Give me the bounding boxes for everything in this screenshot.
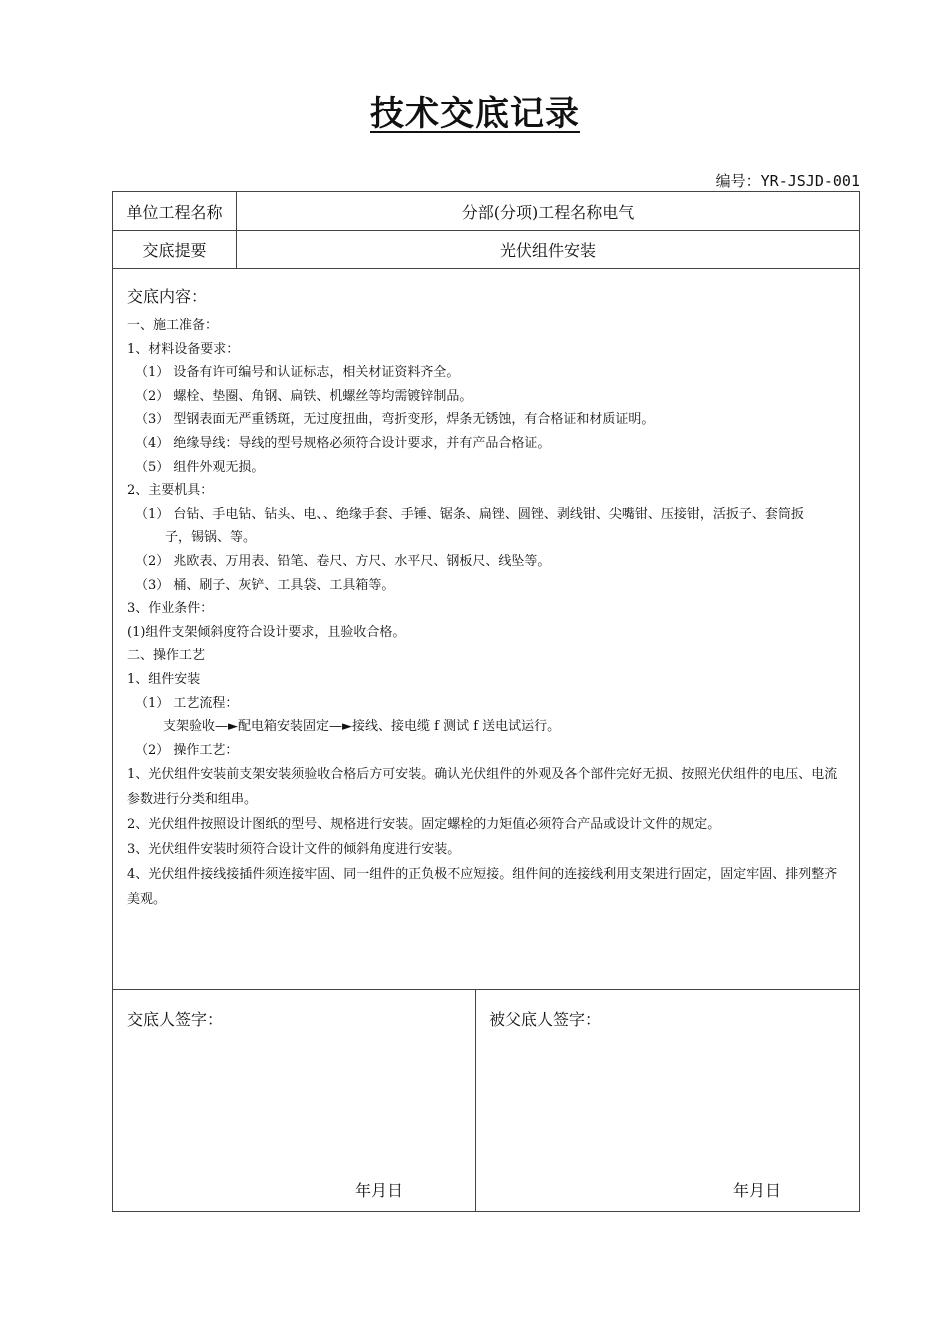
content-line: 3、作业条件：: [127, 601, 214, 617]
content-line: 2、光伏组件按照设计图纸的型号、规格进行安装。固定螺栓的力矩值必须符合产品或设计文件的规定。: [127, 817, 721, 833]
content-body: [127, 314, 849, 912]
content-line: （5） 组件外观无损。: [135, 459, 265, 475]
content-line: （2） 操作工艺：: [135, 742, 239, 758]
content-line: 4、光伏组件接线接插件须连接牢固、同一组件的正负极不应短接。组件间的连接线利用支架进行固定，固定牢固、排列整齐美观。: [127, 867, 838, 908]
record-table: [112, 191, 860, 1212]
content-line: （3） 型钢表面无严重锈斑，无过度扭曲，弯折变形，焊条无锈蚀，有合格证和材质证明。: [135, 412, 655, 428]
unit-project-label: 单位工程名称: [126, 202, 223, 222]
content-line: （1） 设备有许可编号和认证标志，相关材证资料齐全。: [135, 365, 460, 381]
row-divider: [113, 989, 859, 990]
content-line: （4） 绝缘导线：导线的型号规格必须符合设计要求，并有产品合格证。: [135, 435, 551, 451]
document-title: 技术交底记录: [370, 94, 580, 134]
content-line: （3） 桶、刷子、灰铲、工具袋、工具箱等。: [135, 577, 395, 593]
content-line: （1） 工艺流程：: [135, 695, 239, 711]
column-divider: [475, 989, 476, 1212]
process-flow-line: 支架验收—►配电箱安装固定—►接线、接电缆 f 测试 f 送电试运行。: [163, 719, 561, 735]
content-line: 2、主要机具：: [127, 483, 214, 499]
recipient-signature-label: 被父底人签字：: [489, 1010, 602, 1029]
content-line: 1、材料设备要求：: [127, 341, 240, 357]
content-line: 一、施工准备：: [127, 318, 219, 333]
content-line: （2） 兆欧表、万用表、铅笔、卷尺、方尺、水平尺、钢板尺、线坠等。: [135, 553, 551, 569]
summary-label: 交底提要: [142, 241, 207, 260]
content-line: 1、组件安装: [127, 671, 201, 687]
presenter-signature-label: 交底人签字：: [127, 1010, 224, 1029]
content-heading: 交底内容：: [127, 287, 208, 306]
sub-project-value: 分部(分项)工程名称电气: [461, 202, 635, 222]
summary-value: 光伏组件安装: [499, 241, 596, 260]
content-line: 1、光伏组件安装前支架安装须验收合格后方可安装。确认光伏组件的外观及各个部件完好无损、按照光伏组件的电压、电流参数进行分类和组串。: [127, 767, 838, 808]
row-divider: [113, 268, 859, 269]
document-number: 编号：YR-JSJD-001: [715, 172, 860, 190]
content-line: （1） 台钻、手电钻、钻头、电、、绝缘手套、手锤、锯条、扁锉、圆锉、剥线钳、尖嘴钳、压接钳，活扳子、套筒扳: [135, 506, 804, 522]
content-line: 二、操作工艺: [127, 648, 206, 664]
recipient-signature-date: 年月日: [733, 1181, 782, 1200]
content-line: (1)组件支架倾斜度符合设计要求，且验收合格。: [127, 624, 406, 640]
content-line: 子，锡锅、等。: [165, 530, 257, 546]
content-line: （2） 螺栓、垫圈、角钢、扁铁、机螺丝等均需镀锌制品。: [135, 388, 473, 404]
presenter-signature-date: 年月日: [355, 1181, 404, 1200]
content-line: 3、光伏组件安装时须符合设计文件的倾斜角度进行安装。: [127, 842, 461, 858]
